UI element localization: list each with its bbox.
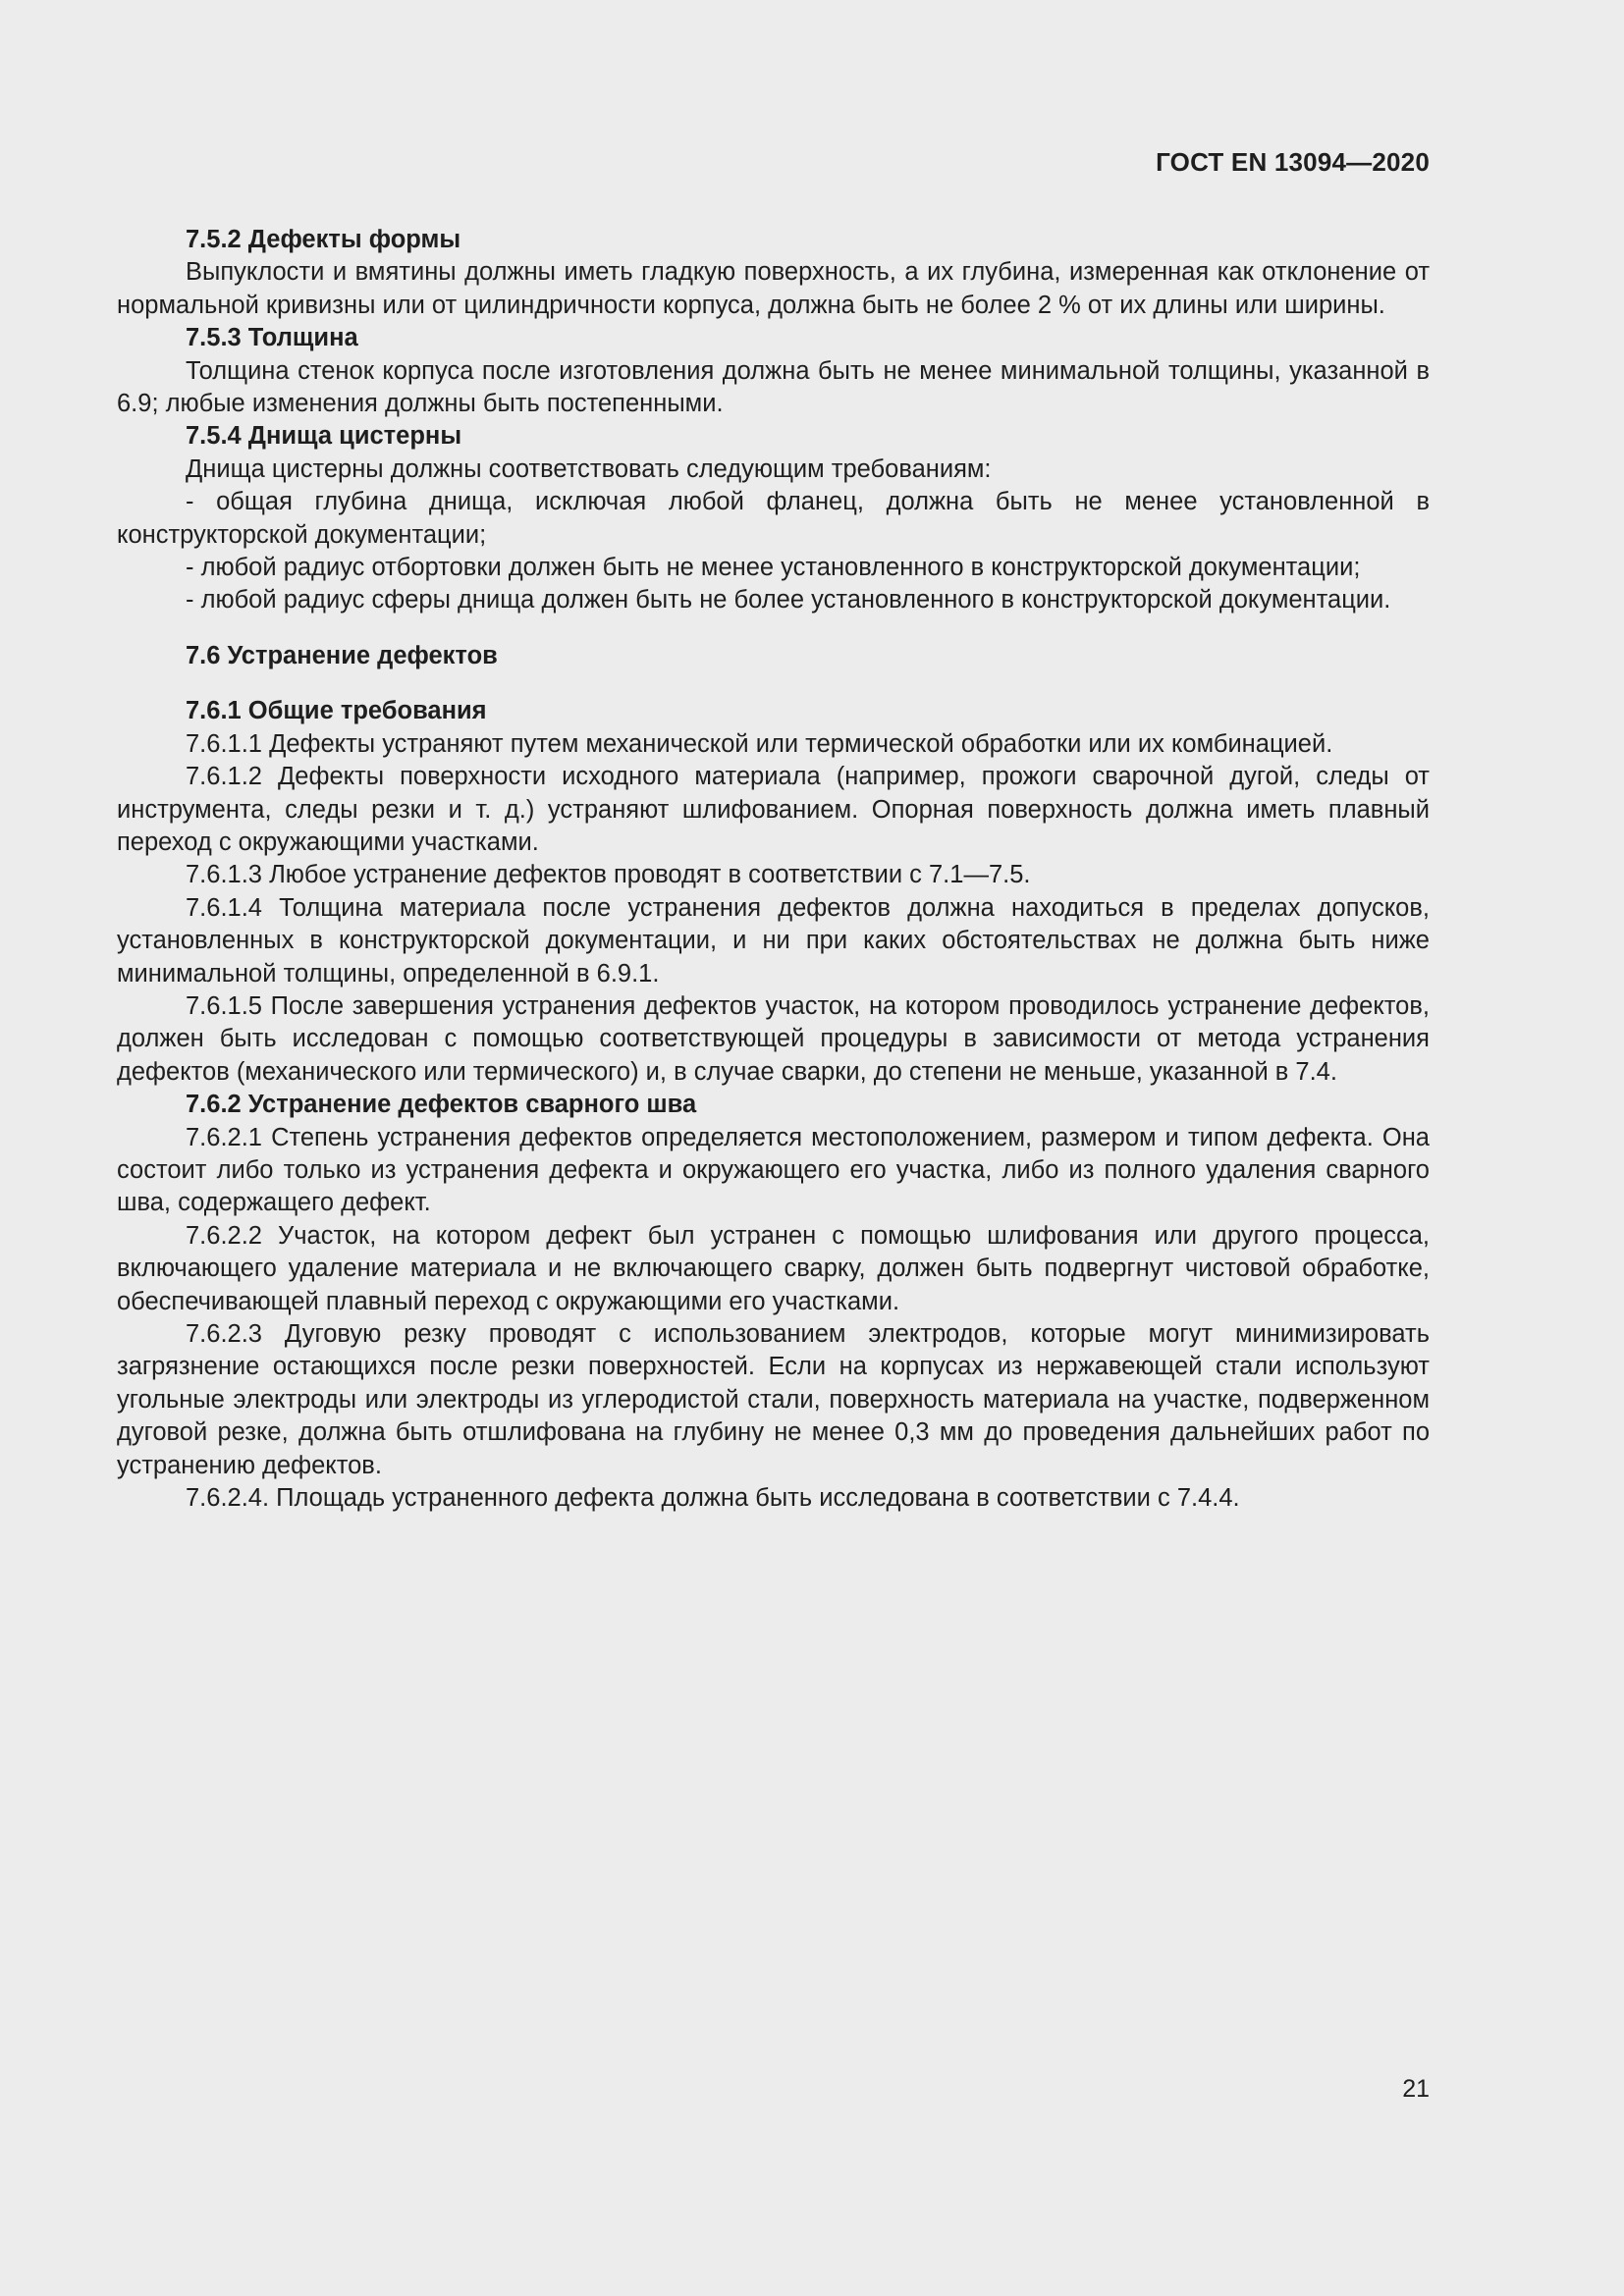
paragraph: 7.6.2.2 Участок, на котором дефект был устранен с помощью шлифования или другого процесса, включающего удаление материала и не включающего сварку, должен быть подвергнут чистовой обработке, обеспечивающей плавный переход с окружающими его участками. bbox=[117, 1221, 1430, 1315]
paragraph: 7.6.1.4 Толщина материала после устранения дефектов должна находиться в пределах допусков, установленных в конструкторской документации, и ни при каких обстоятельствах не должна быть ниже минимальной толщины, определенной в 6.9.1. bbox=[117, 893, 1430, 988]
spacer bbox=[117, 617, 1430, 640]
section-heading-7-5-2: 7.5.2 Дефекты формы bbox=[186, 226, 461, 253]
section-heading-7-6-1: 7.6.1 Общие требования bbox=[186, 697, 487, 725]
paragraph: 7.6.1.1 Дефекты устраняют путем механической или термической обработки или их комбинацией. bbox=[186, 729, 1333, 758]
section-heading-7-6: 7.6 Устранение дефектов bbox=[186, 641, 498, 669]
paragraph: 7.6.1.3 Любое устранение дефектов проводят в соответствии с 7.1—7.5. bbox=[186, 861, 1031, 889]
paragraph: 7.6.2.1 Степень устранения дефектов определяется местоположением, размером и типом дефекта. Она состоит либо только из устранения дефекта и окружающего его участка, либо из полного удаления сварного шва, содержащего дефект. bbox=[117, 1123, 1430, 1217]
paragraph: 7.6.1.5 После завершения устранения дефектов участок, на котором проводилось устранение дефектов, должен быть исследован с помощью соответствующей процедуры в зависимости от метода устранения дефектов (механического или термического) и, в случае сварки, до степени не меньше, указанной в 7.4. bbox=[117, 991, 1430, 1086]
section-heading-7-6-2: 7.6.2 Устранение дефектов сварного шва bbox=[186, 1091, 697, 1119]
paragraph: Выпуклости и вмятины должны иметь гладкую поверхность, а их глубина, измеренная как отклонение от нормальной кривизны или от цилиндричности корпуса, должна быть не более 2 % от их длины или ширины. bbox=[117, 258, 1430, 319]
section-heading-7-5-4: 7.5.4 Днища цистерны bbox=[186, 422, 462, 451]
spacer bbox=[117, 672, 1430, 695]
document-body bbox=[117, 224, 1430, 1515]
list-item: - любой радиус отбортовки должен быть не менее установленного в конструкторской документации; bbox=[186, 554, 1361, 582]
page-number: 21 bbox=[1402, 2075, 1430, 2103]
paragraph: 7.6.1.2 Дефекты поверхности исходного материала (например, прожоги сварочной дугой, следы от инструмента, следы резки и т. д.) устраняют шлифованием. Опорная поверхность должна иметь плавный переход с окружающими участками. bbox=[117, 763, 1430, 856]
paragraph: Толщина стенок корпуса после изготовления должна быть не менее минимальной толщины, указанной в 6.9; любые изменения должны быть постепенными. bbox=[117, 356, 1430, 418]
section-heading-7-5-3: 7.5.3 Толщина bbox=[186, 324, 358, 352]
standard-code: ГОСТ EN 13094—2020 bbox=[1156, 147, 1430, 177]
paragraph: 7.6.2.4. Площадь устраненного дефекта должна быть исследована в соответствии с 7.4.4. bbox=[186, 1484, 1240, 1513]
paragraph: 7.6.2.3 Дуговую резку проводят с использованием электродов, которые могут минимизировать загрязнение остающихся после резки поверхностей. Если на корпусах из нержавеющей стали используют угольные электроды или электроды из углеродистой стали, поверхность материала на участке, подверженном дуговой резке, должна быть отшлифована на глубину не менее 0,3 мм до проведения дальнейших работ по устранению дефектов. bbox=[117, 1320, 1430, 1479]
paragraph: Днища цистерны должны соответствовать следующим требованиям: bbox=[186, 454, 992, 483]
list-item: - любой радиус сферы днища должен быть не более установленного в конструкторской документации. bbox=[186, 586, 1391, 614]
list-item: - общая глубина днища, исключая любой фланец, должна быть не менее установленной в конструкторской документации; bbox=[117, 488, 1430, 549]
